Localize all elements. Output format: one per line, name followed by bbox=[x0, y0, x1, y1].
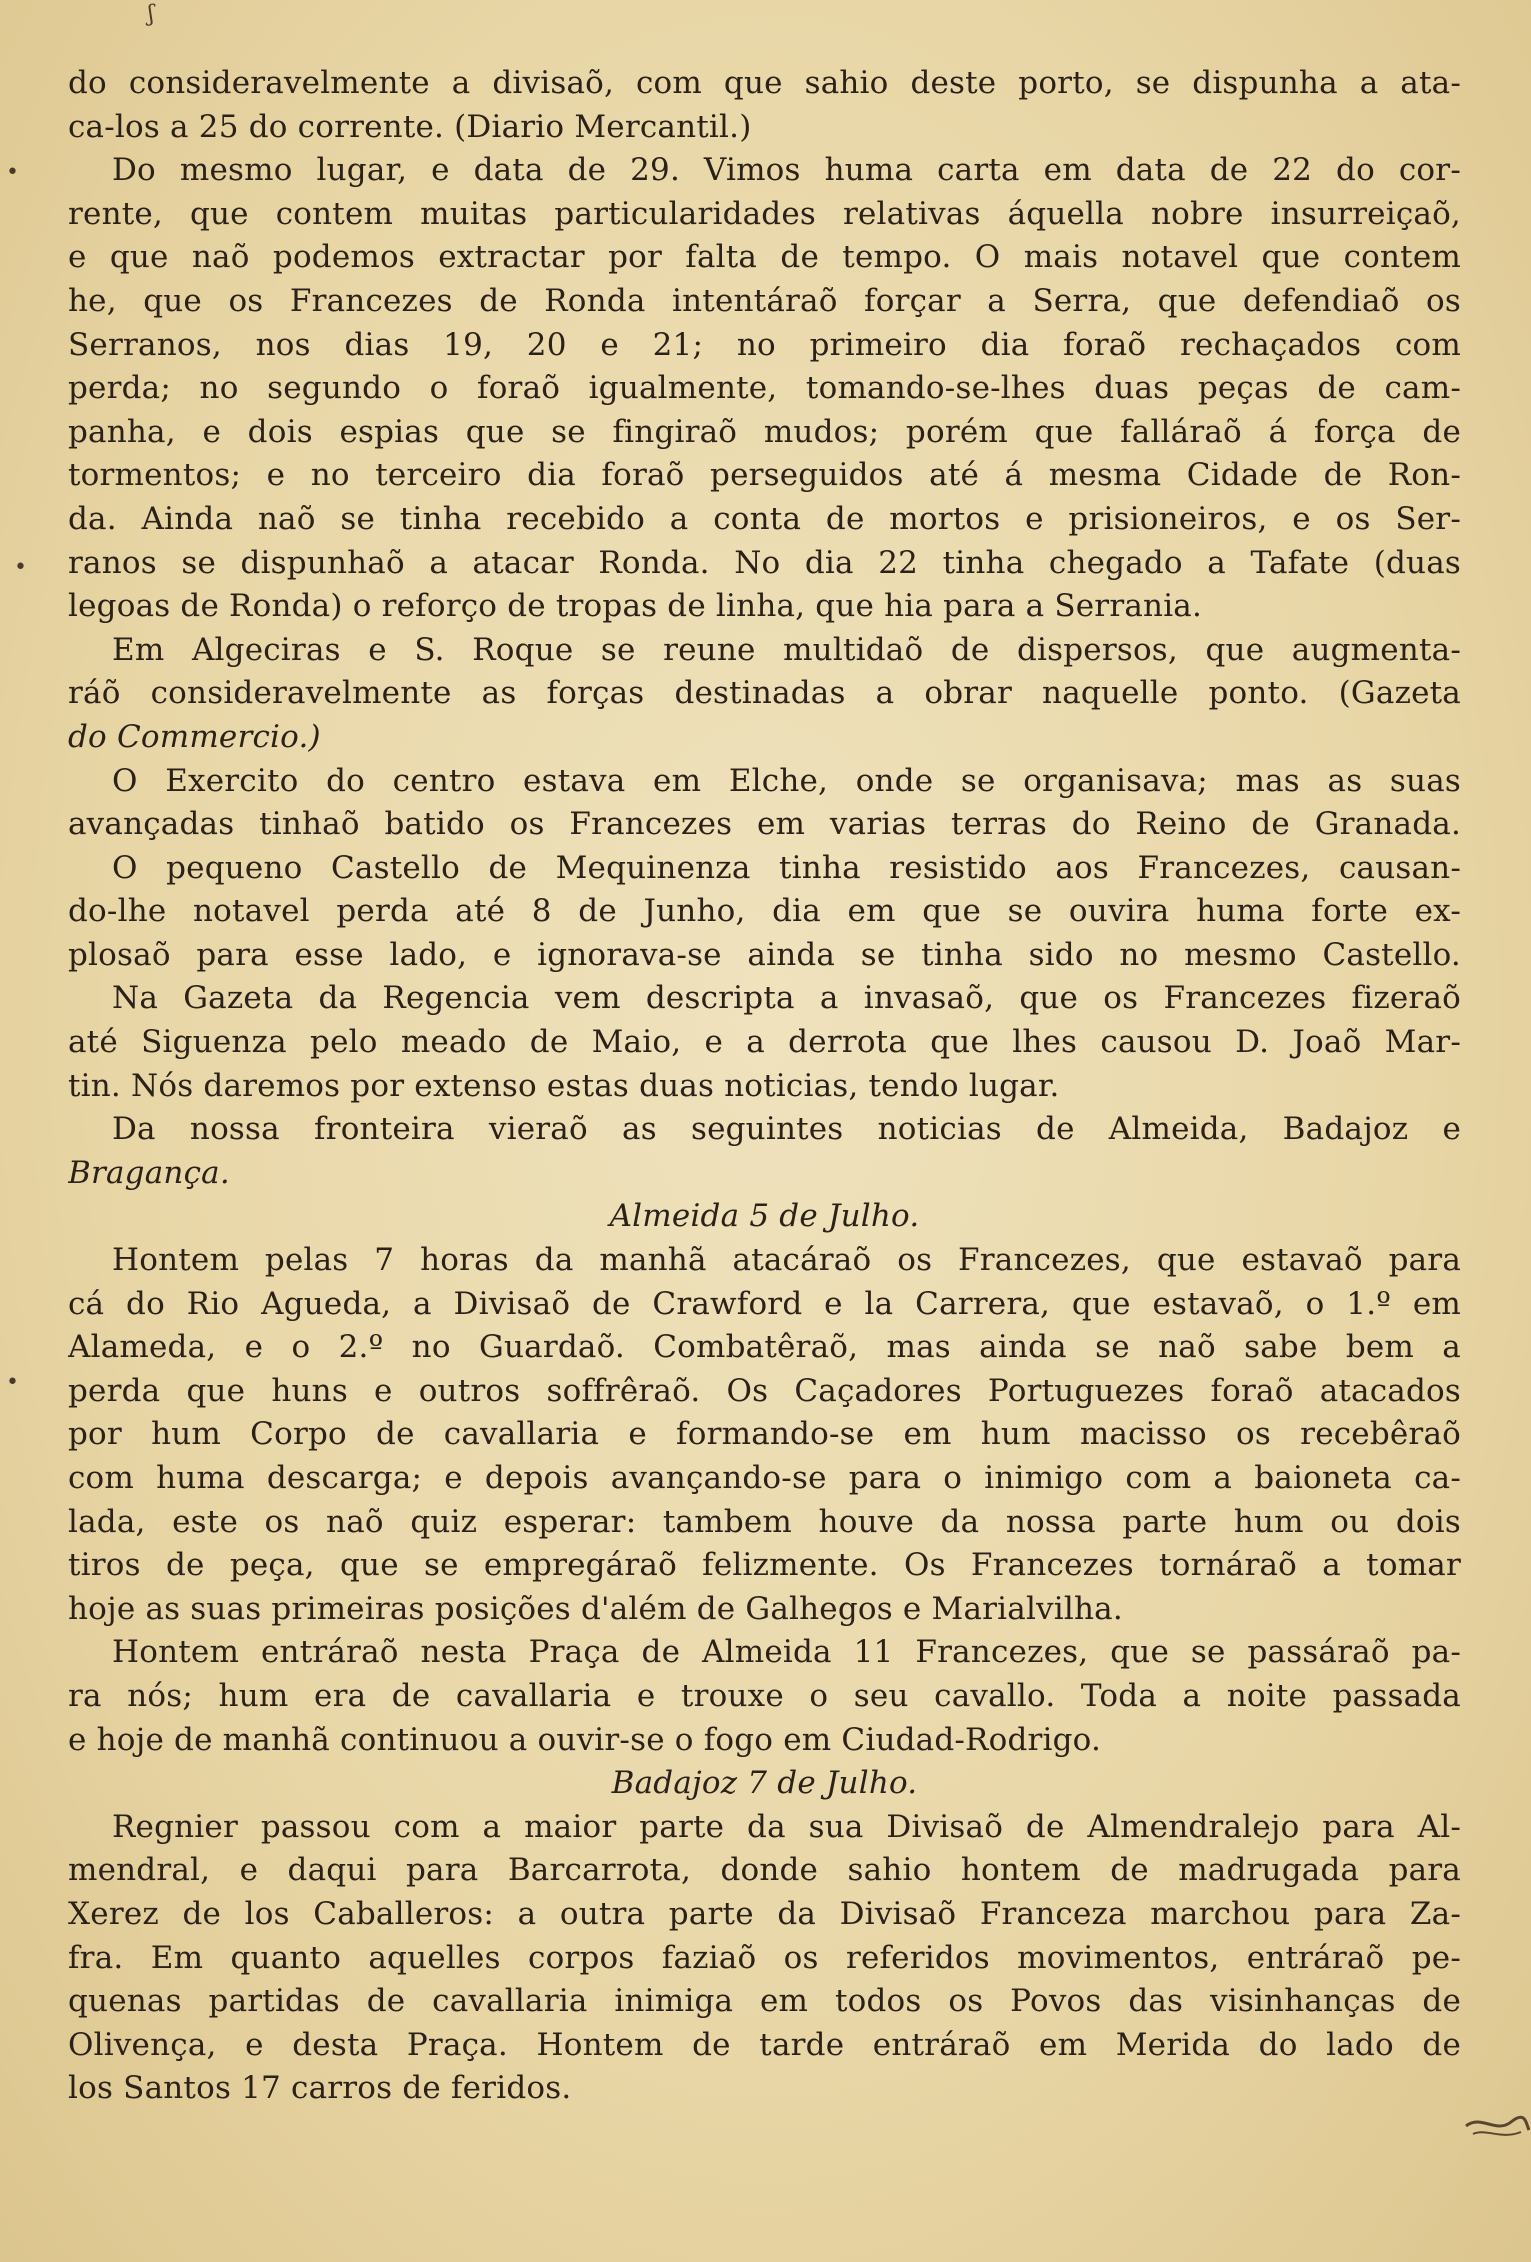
text-line: panha, e dois espias que se fingiraõ mudos; porém que falláraõ á força de bbox=[68, 413, 1461, 450]
text-line: quenas partidas de cavallaria inimiga em todos os Povos das visinhanças de bbox=[68, 1983, 1461, 2020]
text-line: e que naõ podemos extractar por falta de tempo. O mais notavel que contem bbox=[68, 239, 1461, 276]
article-text bbox=[68, 62, 1461, 2111]
text-line: tiros de peça, que se empregáraõ felizmente. Os Francezes tornáraõ a tomar bbox=[68, 1547, 1461, 1584]
text-line: perda; no segundo o foraõ igualmente, tomando-se-lhes duas peças de cam- bbox=[68, 370, 1461, 407]
text-line: Na Gazeta da Regencia vem descripta a invasaõ, que os Francezes fizeraõ bbox=[112, 980, 1461, 1017]
text-line: Alameda, e o 2.º no Guardaõ. Combatêraõ, mas ainda se naõ sabe bem a bbox=[68, 1329, 1461, 1366]
text-line: Olivença, e desta Praça. Hontem de tarde entráraõ em Merida do lado de bbox=[68, 2026, 1461, 2063]
text-line: Xerez de los Caballeros: a outra parte da Divisaõ Franceza marchou para Za- bbox=[68, 1895, 1461, 1932]
text-line: legoas de Ronda) o reforço de tropas de linha, que hia para a Serrania. bbox=[68, 588, 1203, 625]
text-line: Regnier passou com a maior parte da sua Divisaõ de Almendralejo para Al- bbox=[112, 1808, 1461, 1845]
text-line: por hum Corpo de cavallaria e formando-se em hum macisso os recebêraõ bbox=[68, 1416, 1461, 1453]
text-line: fra. Em quanto aquelles corpos faziaõ os referidos movimentos, entráraõ pe- bbox=[68, 1939, 1461, 1976]
text-line: hoje as suas primeiras posições d'além de Galhegos e Marialvilha. bbox=[68, 1590, 1123, 1627]
text-line: Hontem entráraõ nesta Praça de Almeida 11 Francezes, que se passáraõ pa- bbox=[112, 1634, 1461, 1671]
text-line: do Commercio.) bbox=[68, 718, 321, 755]
text-line: mendral, e daqui para Barcarrota, donde sahio hontem de madrugada para bbox=[68, 1852, 1461, 1889]
text-line: Bragança. bbox=[68, 1154, 230, 1191]
text-line: tormentos; e no terceiro dia foraõ perseguidos até á mesma Cidade de Ron- bbox=[68, 457, 1461, 494]
text-line: da. Ainda naõ se tinha recebido a conta de mortos e prisioneiros, e os Ser- bbox=[68, 500, 1461, 537]
margin-dot: • bbox=[14, 555, 27, 580]
text-line: Do mesmo lugar, e data de 29. Vimos huma carta em data de 22 do cor- bbox=[112, 152, 1461, 189]
text-line: lada, este os naõ quiz esperar: tambem houve da nossa parte hum ou dois bbox=[68, 1503, 1461, 1540]
text-line: rente, que contem muitas particularidades relativas áquella nobre insurreiçaõ, bbox=[68, 195, 1461, 232]
text-line: ra nós; hum era de cavallaria e trouxe o seu cavallo. Toda a noite passada bbox=[68, 1677, 1461, 1714]
text-line: perda que huns e outros soffrêraõ. Os Caçadores Portuguezes foraõ atacados bbox=[68, 1372, 1461, 1409]
text-line: Serranos, nos dias 19, 20 e 21; no primeiro dia foraõ rechaçados com bbox=[68, 326, 1461, 363]
margin-dot: • bbox=[6, 1370, 19, 1395]
text-line: O Exercito do centro estava em Elche, onde se organisava; mas as suas bbox=[112, 762, 1461, 799]
text-line: do consideravelmente a divisaõ, com que sahio deste porto, se dispunha a ata- bbox=[68, 65, 1461, 101]
text-line: plosaõ para esse lado, e ignorava-se ainda se tinha sido no mesmo Castello. bbox=[68, 936, 1461, 973]
section-heading: Almeida 5 de Julho. bbox=[609, 1198, 920, 1235]
text-line: cá do Rio Agueda, a Divisaõ de Crawford e la Carrera, que estavaõ, o 1.º em bbox=[68, 1285, 1461, 1322]
text-line: he, que os Francezes de Ronda intentáraõ forçar a Serra, que defendiaõ os bbox=[68, 282, 1461, 319]
text-line: e hoje de manhã continuou a ouvir-se o fogo em Ciudad-Rodrigo. bbox=[68, 1721, 1102, 1758]
top-mark: ʃ bbox=[148, 2, 154, 27]
text-line: ranos se dispunhaõ a atacar Ronda. No dia 22 tinha chegado a Tafate (duas bbox=[68, 544, 1461, 581]
text-line: até Siguenza pelo meado de Maio, e a derrota que lhes causou D. Joaõ Mar- bbox=[68, 1024, 1461, 1061]
text-line: do-lhe notavel perda até 8 de Junho, dia em que se ouvira huma forte ex- bbox=[68, 893, 1461, 930]
text-line: O pequeno Castello de Mequinenza tinha resistido aos Francezes, causan- bbox=[112, 849, 1461, 886]
ornament-flourish bbox=[1461, 2104, 1531, 2144]
section-heading: Badajoz 7 de Julho. bbox=[611, 1765, 918, 1802]
margin-dot: • bbox=[6, 160, 19, 185]
text-line: los Santos 17 carros de feridos. bbox=[68, 2070, 572, 2107]
text-line: avançadas tinhaõ batido os Francezes em varias terras do Reino de Granada. bbox=[68, 806, 1461, 843]
text-line: Da nossa fronteira vieraõ as seguintes noticias de Almeida, Badajoz e bbox=[112, 1111, 1461, 1148]
text-line: Hontem pelas 7 horas da manhã atacáraõ os Francezes, que estavaõ para bbox=[112, 1242, 1461, 1279]
text-line: tin. Nós daremos por extenso estas duas noticias, tendo lugar. bbox=[68, 1067, 1060, 1104]
text-line: ca-los a 25 do corrente. (Diario Mercantil.) bbox=[68, 108, 752, 145]
text-line: com huma descarga; e depois avançando-se para o inimigo com a baioneta ca- bbox=[68, 1460, 1461, 1496]
text-line: ráõ consideravelmente as forças destinadas a obrar naquelle ponto. (Gazeta bbox=[68, 675, 1461, 712]
text-line: Em Algeciras e S. Roque se reune multidaõ de dispersos, que augmenta- bbox=[112, 631, 1461, 668]
